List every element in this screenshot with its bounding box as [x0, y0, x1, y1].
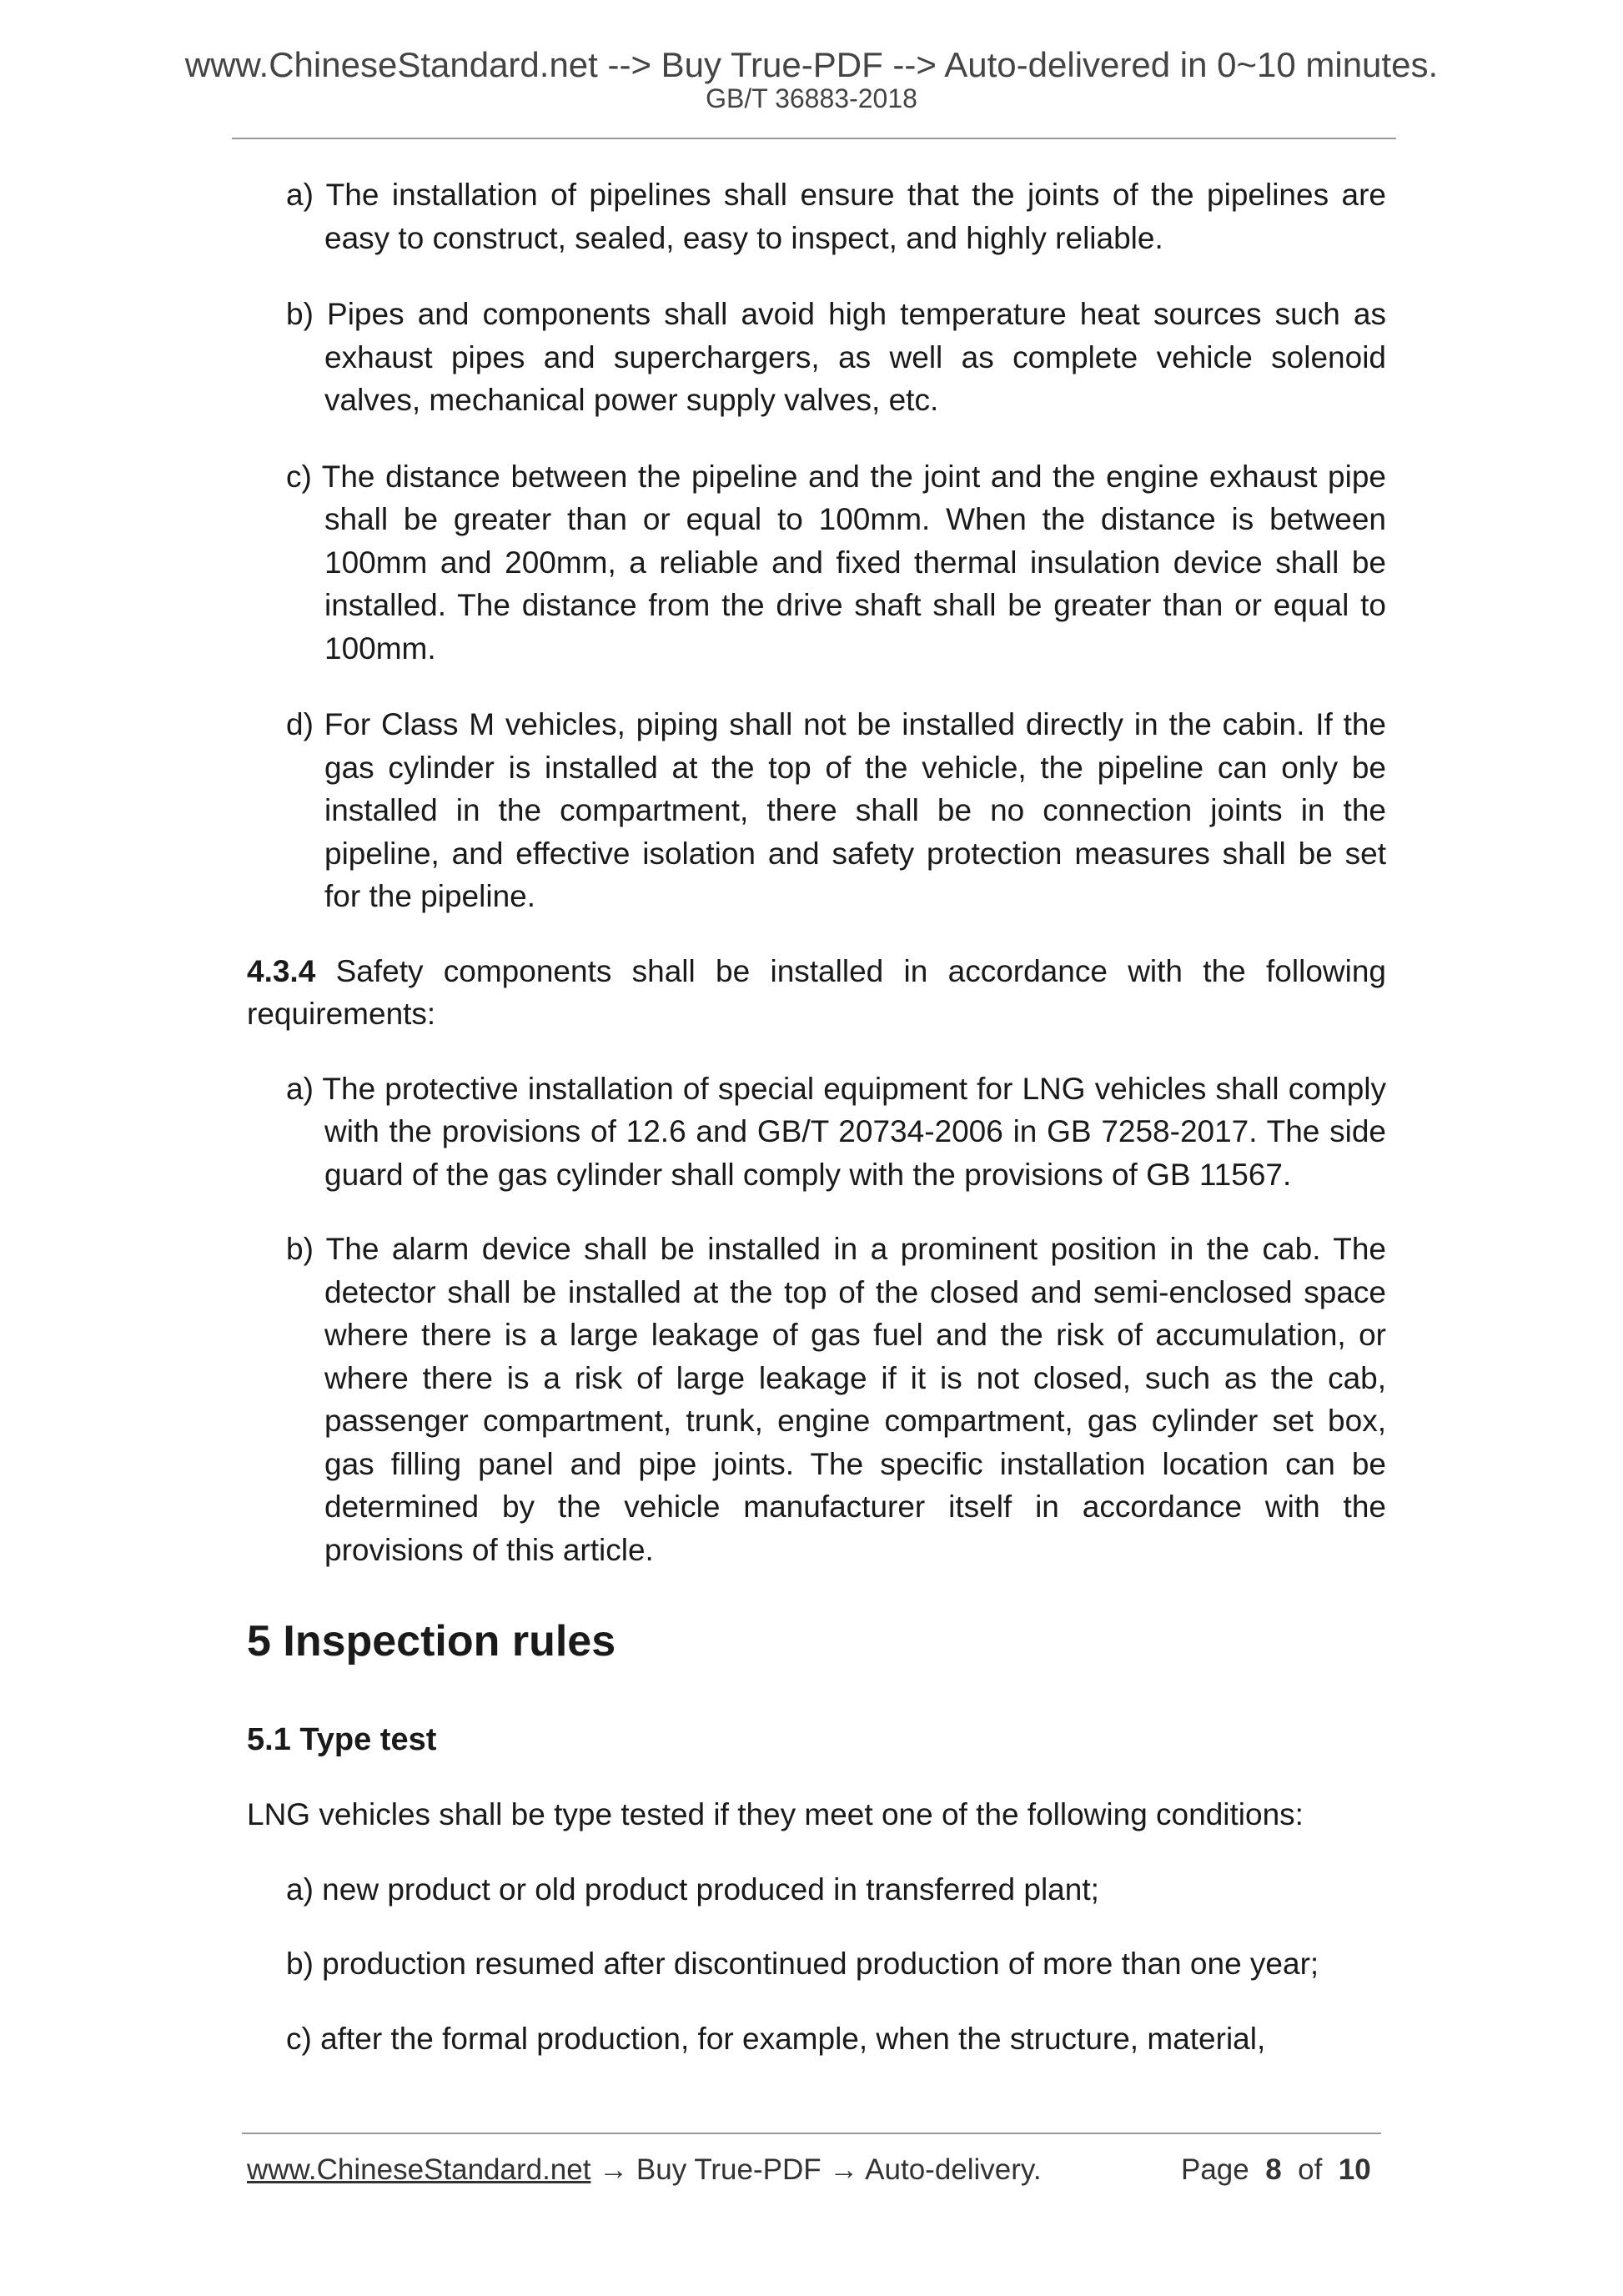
- footer-source: [247, 2152, 1042, 2188]
- header-banner: www.ChineseStandard.net --> Buy True-PDF --> Auto-delivered in 0~10 minutes.: [184, 45, 1439, 84]
- type-test-item-b: b) production resumed after discontinued production of more than one year;: [286, 1947, 1319, 1981]
- type-test-item-a: a) new product or old product produced in transferred plant;: [286, 1871, 1099, 1907]
- pipeline-item-d: d) For Class M vehicles, piping shall not be installed directly in the cabin. If the gas cylinder is installed at the top of the vehicle, the pipeline can only be installed in the compartment, there shall be no connection joints in the pipeline, and effective isolation and safety protection measures shall be set for the pipeline.: [286, 707, 1386, 913]
- footer-tail: → Buy True-PDF → Auto-delivery.: [590, 2153, 1042, 2186]
- page-of: of: [1298, 2153, 1323, 2186]
- type-test-intro: LNG vehicles shall be type tested if they meet one of the following conditions:: [247, 1797, 1304, 1831]
- section-5-heading: 5 Inspection rules: [247, 1617, 616, 1665]
- header-divider: [232, 138, 1396, 139]
- safety-item-a: a) The protective installation of special equipment for LNG vehicles shall comply with the provisions of 12.6 and GB/T 20734-2006 in GB 7258-2017. The side guard of the gas cylinder shall comply with the provisions of GB 11567.: [286, 1071, 1386, 1192]
- type-test-item-c: c) after the formal production, for example, when the structure, material,: [286, 2021, 1266, 2056]
- section-5-1-heading: 5.1 Type test: [247, 1722, 437, 1757]
- clause-text: Safety components shall be installed in accordance with the following requirements:: [247, 953, 1386, 1031]
- footer-divider: [242, 2133, 1381, 2134]
- clause-4-3-4: [247, 950, 1386, 1036]
- page-label: Page: [1181, 2153, 1249, 2186]
- footer-link[interactable]: www.ChineseStandard.net: [247, 2153, 591, 2186]
- page-total: 10: [1338, 2153, 1371, 2186]
- document-code: GB/T 36883-2018: [706, 83, 917, 113]
- clause-number: 4.3.4: [247, 953, 316, 988]
- page-indicator: [1181, 2152, 1371, 2188]
- page-current: 8: [1265, 2153, 1282, 2186]
- pipeline-item-a: a) The installation of pipelines shall ensure that the joints of the pipelines are easy to construct, sealed, easy to inspect, and highly reliable.: [286, 178, 1386, 255]
- page-content: [247, 173, 1386, 2060]
- safety-item-b: b) The alarm device shall be installed in a prominent position in the cab. The detector shall be installed at the top of the closed and semi-enclosed space where there is a large leakage of gas fuel and the risk of accumulation, or where there is a risk of large leakage if it is not closed, such as the cab, passenger compartment, trunk, engine compartment, gas cylinder set box, gas filling panel and pipe joints. The specific installation location can be determined by the vehicle manufacturer itself in accordance with the provisions of this article.: [286, 1232, 1386, 1567]
- pipeline-item-c: c) The distance between the pipeline and the joint and the engine exhaust pipe shall be greater than or equal to 100mm. When the distance is between 100mm and 200mm, a reliable and fixed thermal insulation device shall be installed. The distance from the drive shaft shall be greater than or equal to 100mm.: [286, 459, 1386, 666]
- pipeline-item-b: b) Pipes and components shall avoid high temperature heat sources such as exhaust pipes and superchargers, as well as complete vehicle solenoid valves, mechanical power supply valves, etc.: [286, 297, 1386, 417]
